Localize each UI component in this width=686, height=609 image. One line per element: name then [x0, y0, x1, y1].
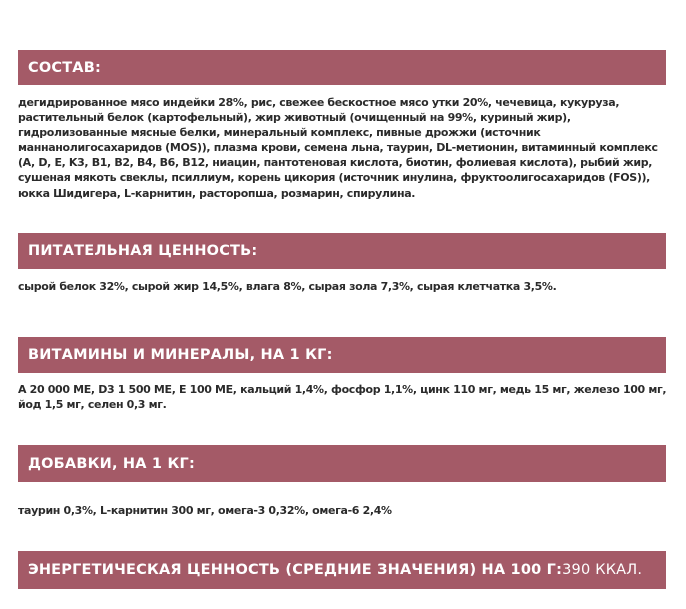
vitamins-header	[18, 337, 666, 373]
energy-value: 390 ККАЛ.	[562, 562, 643, 578]
vitamins-text: А 20 000 МЕ, D3 1 500 МЕ, Е 100 МЕ, кальций 1,4%, фосфор 1,1%, цинк 110 мг, медь 15 мг, железо 100 мг, йод 1,5 мг, селен 0,3 мг.	[18, 383, 667, 412]
composition-text: дегидрированное мясо индейки 28%, рис, свежее бескостное мясо утки 20%, чечевица, кукуруза, растительный белок (картофельный), жир животный (очищенный на 99%, куриный жир), гидролизованные мясные белки, минеральный комплекс, пивные дрожжи (источник маннанолигосахаридов (MOS)), плазма крови, семена льна, таурин, DL-метионин, витаминный комплекс (A, D, E, K3, B1, B2, B4, B6, B12, ниацин, пантотеновая кислота, биотин, фолиевая кислота), рыбий жир, сушеная мякоть свеклы, псиллиум, корень цикория (источник инулина, фруктоолигосахаридов (FOS)), юкка Шидигера, L-карнитин, расторопша, розмарин, спирулина.	[18, 96, 658, 200]
nutrition-header	[18, 233, 666, 269]
nutrition-title: ПИТАТЕЛЬНАЯ ЦЕННОСТЬ:	[28, 243, 258, 259]
energy-header	[18, 551, 666, 589]
energy-title: ЭНЕРГЕТИЧЕСКАЯ ЦЕННОСТЬ (СРЕДНИЕ ЗНАЧЕНИЯ) НА 100 Г:	[28, 562, 563, 578]
composition-title: СОСТАВ:	[28, 59, 101, 76]
vitamins-title: ВИТАМИНЫ И МИНЕРАЛЫ, НА 1 КГ:	[28, 347, 333, 363]
composition-header	[18, 50, 666, 85]
additives-title: ДОБАВКИ, НА 1 КГ:	[28, 455, 195, 472]
additives-header	[18, 445, 666, 482]
additives-text: таурин 0,3%, L-карнитин 300 мг, омега-3 0,32%, омега-6 2,4%	[18, 504, 392, 517]
nutrition-text: сырой белок 32%, сырой жир 14,5%, влага 8%, сырая зола 7,3%, сырая клетчатка 3,5%.	[18, 280, 557, 293]
